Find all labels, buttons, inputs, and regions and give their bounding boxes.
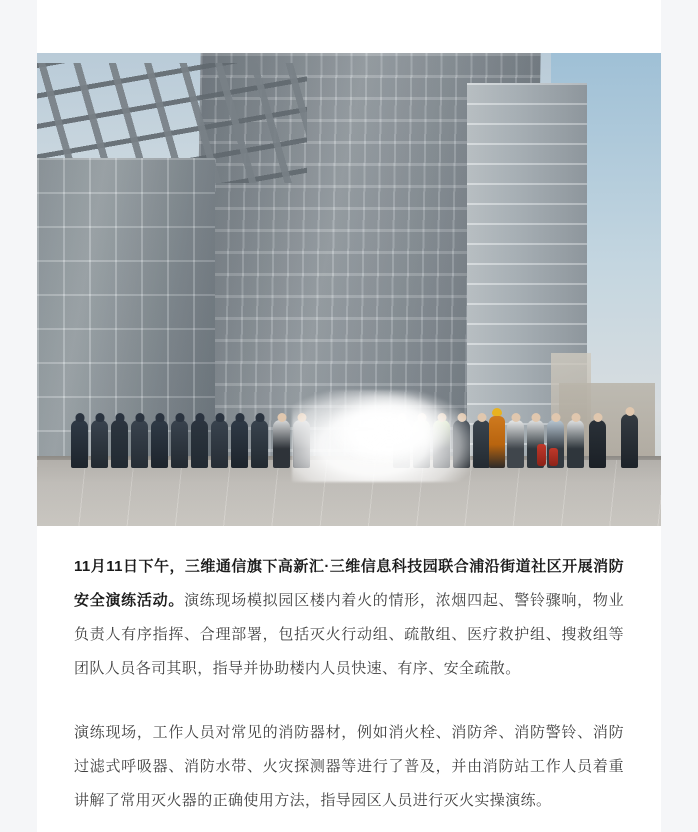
fire-extinguisher-secondary <box>549 448 558 466</box>
smoke-cloud-core <box>329 394 449 464</box>
paragraph-one <box>74 550 624 686</box>
paragraph-two <box>74 716 624 818</box>
article-body <box>37 53 661 818</box>
hero-image <box>37 53 661 526</box>
article-card <box>37 0 661 832</box>
paragraph-one-rest: 演练现场模拟园区楼内着火的情形，浓烟四起、警铃骤响，物业负责人有序指挥、合理部署，包括灭火行动组、疏散组、医疗救护组、搜救组等团队人员各司其职，指导并协助楼内人员快速、有序、安全疏散。 <box>74 592 624 677</box>
paragraph-two-rest: 演练现场，工作人员对常见的消防器材，例如消火栓、消防斧、消防警铃、消防过滤式呼吸器、消防水带、火灾探测器等进行了普及，并由消防站工作人员着重讲解了常用灭火器的正确使用方法，指导园区人员进行灭火实操演练。 <box>74 724 624 809</box>
article-text <box>37 550 661 818</box>
firefighter <box>489 416 505 468</box>
paragraph-one-lead: 11月11日下午，三维通信旗下高新汇·三维信息科技园联合浦沿街道社区开展消防安全演练活动。 <box>74 558 624 609</box>
fire-extinguisher <box>537 444 546 466</box>
